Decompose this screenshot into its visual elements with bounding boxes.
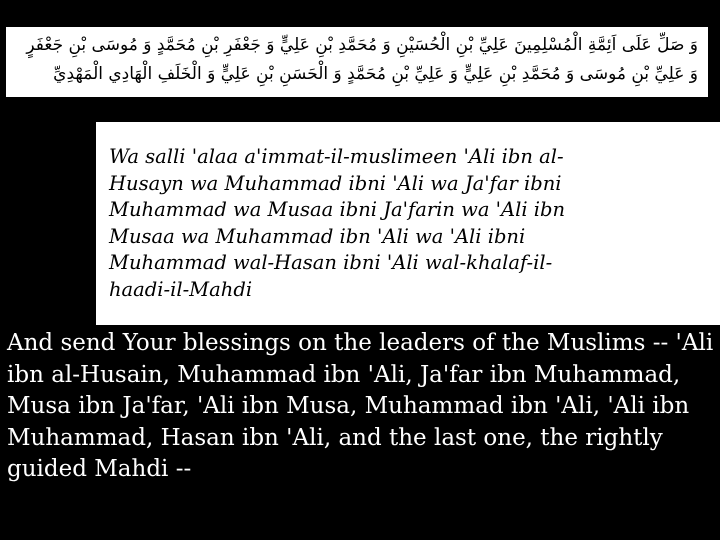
- english-translation: And send Your blessings on the leaders of the Muslims -- 'Ali ibn al-Husain, Muhammad ibn 'Ali, Ja'far ibn Muhammad, Musa ibn Ja'far, 'Ali ibn Musa, Muhammad ibn 'Ali, 'Ali ibn Muhammad, Hasan ibn 'Ali, and the last one, the rightly guided Mahdi --: [7, 330, 714, 482]
- arabic-text-panel: [6, 27, 708, 97]
- arabic-line-2: وَ عَلِيِّ بْنِ مُوسَى وَ مُحَمَّدِ بْنِ عَلِيٍّ وَ عَلِيِّ بْنِ مُحَمَّدٍ وَ الْحَسَنِ بْنِ عَلِيٍّ وَ الْخَلَفِ الْهَادِي الْمَهْدِيِّ: [53, 64, 698, 84]
- arabic-line-1: وَ صَلِّ عَلَى اَئِمَّةِ الْمُسْلِمِينَ عَلِيِّ بْنِ الْحُسَيْنِ وَ مُحَمَّدِ بْنِ عَلِيٍّ وَ جَعْفَرِ بْنِ مُحَمَّدٍ وَ مُوسَى بْنِ جَعْفَرٍ: [26, 35, 698, 55]
- transliteration-text: Wa salli 'alaa a'immat-il-muslimeen 'Ali ibn al-Husayn wa Muhammad ibni 'Ali wa Ja'far ibni Muhammad wa Musaa ibni Ja'farin wa 'Ali ibn Musaa wa Muhammad ibn 'Ali wa 'Ali ibni Muhammad wal-Hasan ibni 'Ali wal-khalaf-il-haadi-il-Mahdi: [109, 145, 566, 301]
- transliteration-box: [96, 122, 720, 325]
